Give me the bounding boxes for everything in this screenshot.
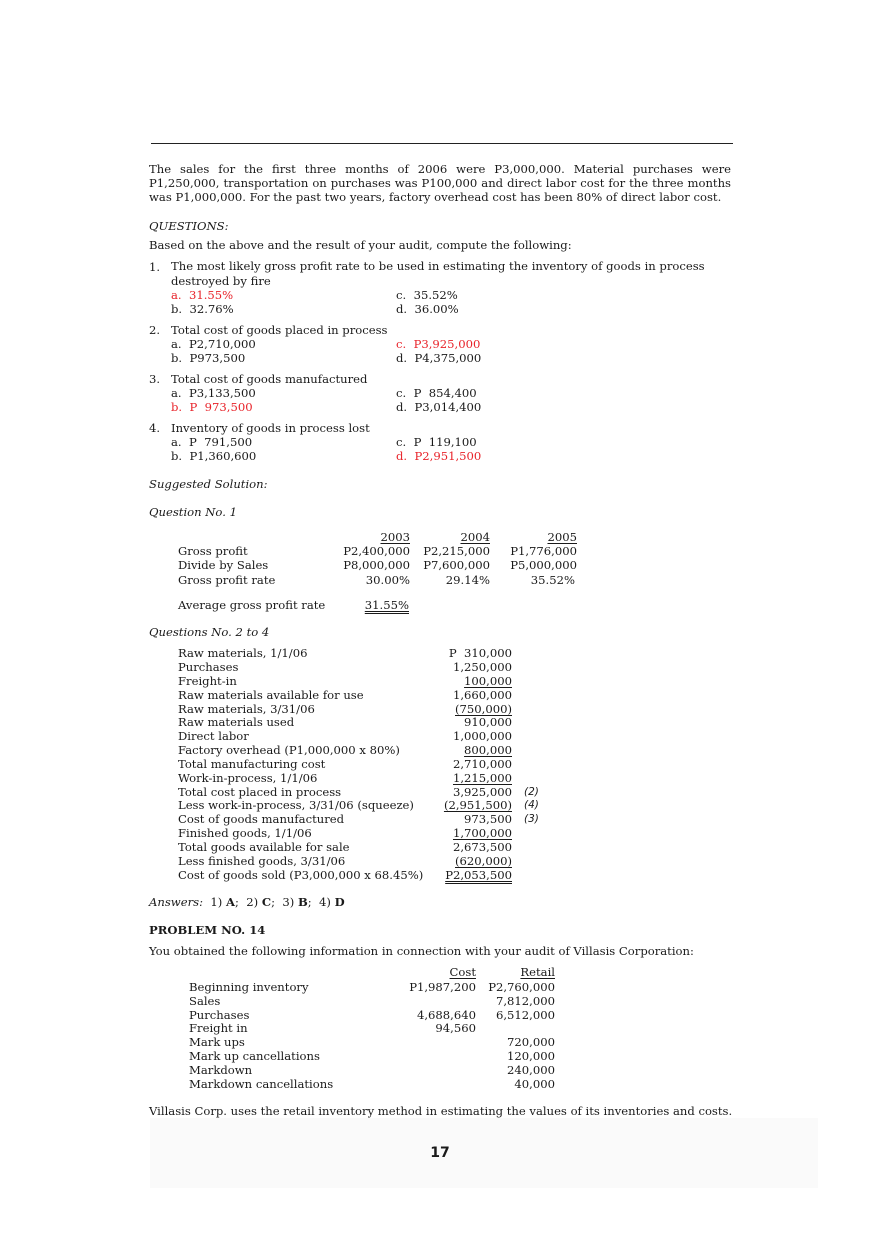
- year-header: 2005: [547, 530, 577, 544]
- header-rule: [151, 143, 733, 144]
- row-value: (750,000): [455, 702, 512, 716]
- solution-heading: Suggested Solution:: [149, 477, 268, 491]
- cell: P7,600,000: [423, 558, 490, 572]
- option-a: a. P3,133,500: [171, 386, 256, 400]
- row-label: Gross profit: [178, 544, 248, 558]
- cost-cell: 4,688,640: [416, 1008, 476, 1022]
- row-value: 1,250,000: [452, 660, 512, 674]
- row-value: 1,215,000: [452, 771, 512, 785]
- cell: 35.52%: [530, 573, 575, 587]
- option-a: a. P 791,500: [171, 435, 253, 449]
- option-a: a. P2,710,000: [171, 337, 256, 351]
- cell: P5,000,000: [510, 558, 577, 572]
- question-number: 1.: [149, 260, 161, 274]
- retail-cell: 7,812,000: [495, 994, 555, 1008]
- answers-label: Answers:: [149, 895, 203, 909]
- row-value: 1,000,000: [452, 729, 512, 743]
- option-b: b. P 973,500: [171, 400, 253, 414]
- row-value: 1,700,000: [452, 826, 512, 840]
- cell: 29.14%: [445, 573, 490, 587]
- row-value: (2,951,500): [443, 798, 512, 812]
- answer: 2) C;: [246, 895, 275, 909]
- row-label: Divide by Sales: [178, 558, 269, 572]
- row-value: 2,673,500: [452, 840, 512, 854]
- cost-cell: 94,560: [435, 1021, 476, 1035]
- row-label: Sales: [189, 994, 221, 1008]
- row-value: 800,000: [464, 743, 512, 757]
- closing-sentence: Villasis Corp. uses the retail inventory method in estimating the values of its inventories and costs.: [149, 1104, 733, 1118]
- row-value: P2,053,500: [445, 868, 512, 882]
- q1-heading: Question No. 1: [149, 505, 237, 519]
- row-value: 100,000: [464, 674, 512, 688]
- row-label: Finished goods, 1/1/06: [178, 826, 312, 840]
- row-value: 910,000: [464, 715, 512, 729]
- row-value: 3,925,000: [452, 785, 512, 799]
- option-c: c. P 854,400: [396, 386, 477, 400]
- row-label: Freight-in: [178, 674, 237, 688]
- row-value: 973,500: [464, 812, 512, 826]
- row-label: Mark ups: [189, 1035, 245, 1049]
- answer: 4) D: [319, 895, 345, 909]
- row-label: Markdown cancellations: [189, 1077, 334, 1091]
- option-b: b. P1,360,600: [171, 449, 257, 463]
- cell: P2,215,000: [423, 544, 490, 558]
- average-value: 31.55%: [364, 598, 409, 612]
- row-value: 1,660,000: [452, 688, 512, 702]
- row-label: Less work-in-process, 3/31/06 (squeeze): [178, 798, 414, 812]
- retail-cell: 720,000: [507, 1035, 555, 1049]
- option-b: b. 32.76%: [171, 302, 234, 316]
- option-c: c. P3,925,000: [396, 337, 481, 351]
- question-text: [171, 260, 731, 274]
- option-d: d. P4,375,000: [396, 351, 482, 365]
- row-label: Raw materials available for use: [178, 688, 364, 702]
- retail-cell: 40,000: [514, 1077, 555, 1091]
- row-value: 2,710,000: [452, 757, 512, 771]
- page-number: 17: [430, 1145, 450, 1161]
- option-b: b. P973,500: [171, 351, 246, 365]
- row-label: Gross profit rate: [178, 573, 276, 587]
- year-header: 2003: [380, 530, 410, 544]
- option-c: c. P 119,100: [396, 435, 477, 449]
- problem-intro: You obtained the following information in connection with your audit of Villasis Corporation:: [149, 944, 694, 958]
- row-label: Raw materials, 1/1/06: [178, 646, 308, 660]
- answer: 1) A;: [210, 895, 239, 909]
- row-value: (620,000): [455, 854, 512, 868]
- answers-line: [149, 895, 345, 909]
- intro-paragraph: The sales for the first three months of 2006 were P3,000,000. Material purchases were P1,250,000, transportation on purchases was P100,000 and direct labor cost for the three months was P1,000,000. For the past two years, factory overhead cost has been 80% of direct labor cost.: [149, 162, 731, 204]
- option-d: d. 36.00%: [396, 302, 459, 316]
- option-c: c. 35.52%: [396, 288, 458, 302]
- question-text: Total cost of goods manufactured: [171, 372, 368, 386]
- q2-heading: Questions No. 2 to 4: [149, 625, 270, 639]
- row-label: Cost of goods manufactured: [178, 812, 345, 826]
- row-label: Direct labor: [178, 729, 249, 743]
- questions-heading: QUESTIONS:: [149, 219, 229, 233]
- row-label: Factory overhead (P1,000,000 x 80%): [178, 743, 400, 757]
- row-value: P 310,000: [448, 646, 512, 660]
- option-a: a. 31.55%: [171, 288, 234, 302]
- row-label: Mark up cancellations: [189, 1049, 320, 1063]
- row-label: Freight in: [189, 1021, 248, 1035]
- problem-heading: PROBLEM NO. 14: [149, 923, 266, 937]
- row-label: Less finished goods, 3/31/06: [178, 854, 346, 868]
- row-note: (4): [524, 799, 539, 811]
- row-label: Purchases: [189, 1008, 250, 1022]
- retail-cell: 240,000: [507, 1063, 555, 1077]
- row-label: Total manufacturing cost: [178, 757, 326, 771]
- cell: P8,000,000: [343, 558, 410, 572]
- row-label: Purchases: [178, 660, 239, 674]
- cell: 30.00%: [365, 573, 410, 587]
- question-text: Total cost of goods placed in process: [171, 323, 388, 337]
- retail-cell: 6,512,000: [495, 1008, 555, 1022]
- question-number: 4.: [149, 421, 161, 435]
- row-label: Beginning inventory: [189, 980, 309, 994]
- row-note: (2): [524, 786, 539, 798]
- cell: P1,776,000: [510, 544, 577, 558]
- row-label: Total goods available for sale: [178, 840, 350, 854]
- row-label: Raw materials, 3/31/06: [178, 702, 315, 716]
- question-number: 3.: [149, 372, 161, 386]
- cost-cell: P1,987,200: [409, 980, 476, 994]
- row-note: (3): [524, 813, 539, 825]
- average-label: Average gross profit rate: [178, 598, 326, 612]
- retail-cell: P2,760,000: [488, 980, 555, 994]
- row-label: Cost of goods sold (P3,000,000 x 68.45%): [178, 868, 424, 882]
- retail-cell: 120,000: [507, 1049, 555, 1063]
- row-label: Total cost placed in process: [178, 785, 342, 799]
- option-d: d. P3,014,400: [396, 400, 482, 414]
- question-text: Inventory of goods in process lost: [171, 421, 370, 435]
- column-header-cost: Cost: [449, 965, 476, 979]
- row-label: Work-in-process, 1/1/06: [178, 771, 318, 785]
- year-header: 2004: [460, 530, 490, 544]
- question-text-line: destroyed by fire: [171, 274, 271, 288]
- questions-lead: Based on the above and the result of your audit, compute the following:: [149, 238, 572, 252]
- row-label: Markdown: [189, 1063, 253, 1077]
- row-label: Raw materials used: [178, 715, 295, 729]
- question-text-line: The most likely gross profit rate to be used in estimating the inventory of goods in process: [171, 259, 705, 273]
- question-number: 2.: [149, 323, 161, 337]
- cell: P2,400,000: [343, 544, 410, 558]
- column-header-retail: Retail: [520, 965, 555, 979]
- answer: 3) B;: [282, 895, 312, 909]
- option-d: d. P2,951,500: [396, 449, 482, 463]
